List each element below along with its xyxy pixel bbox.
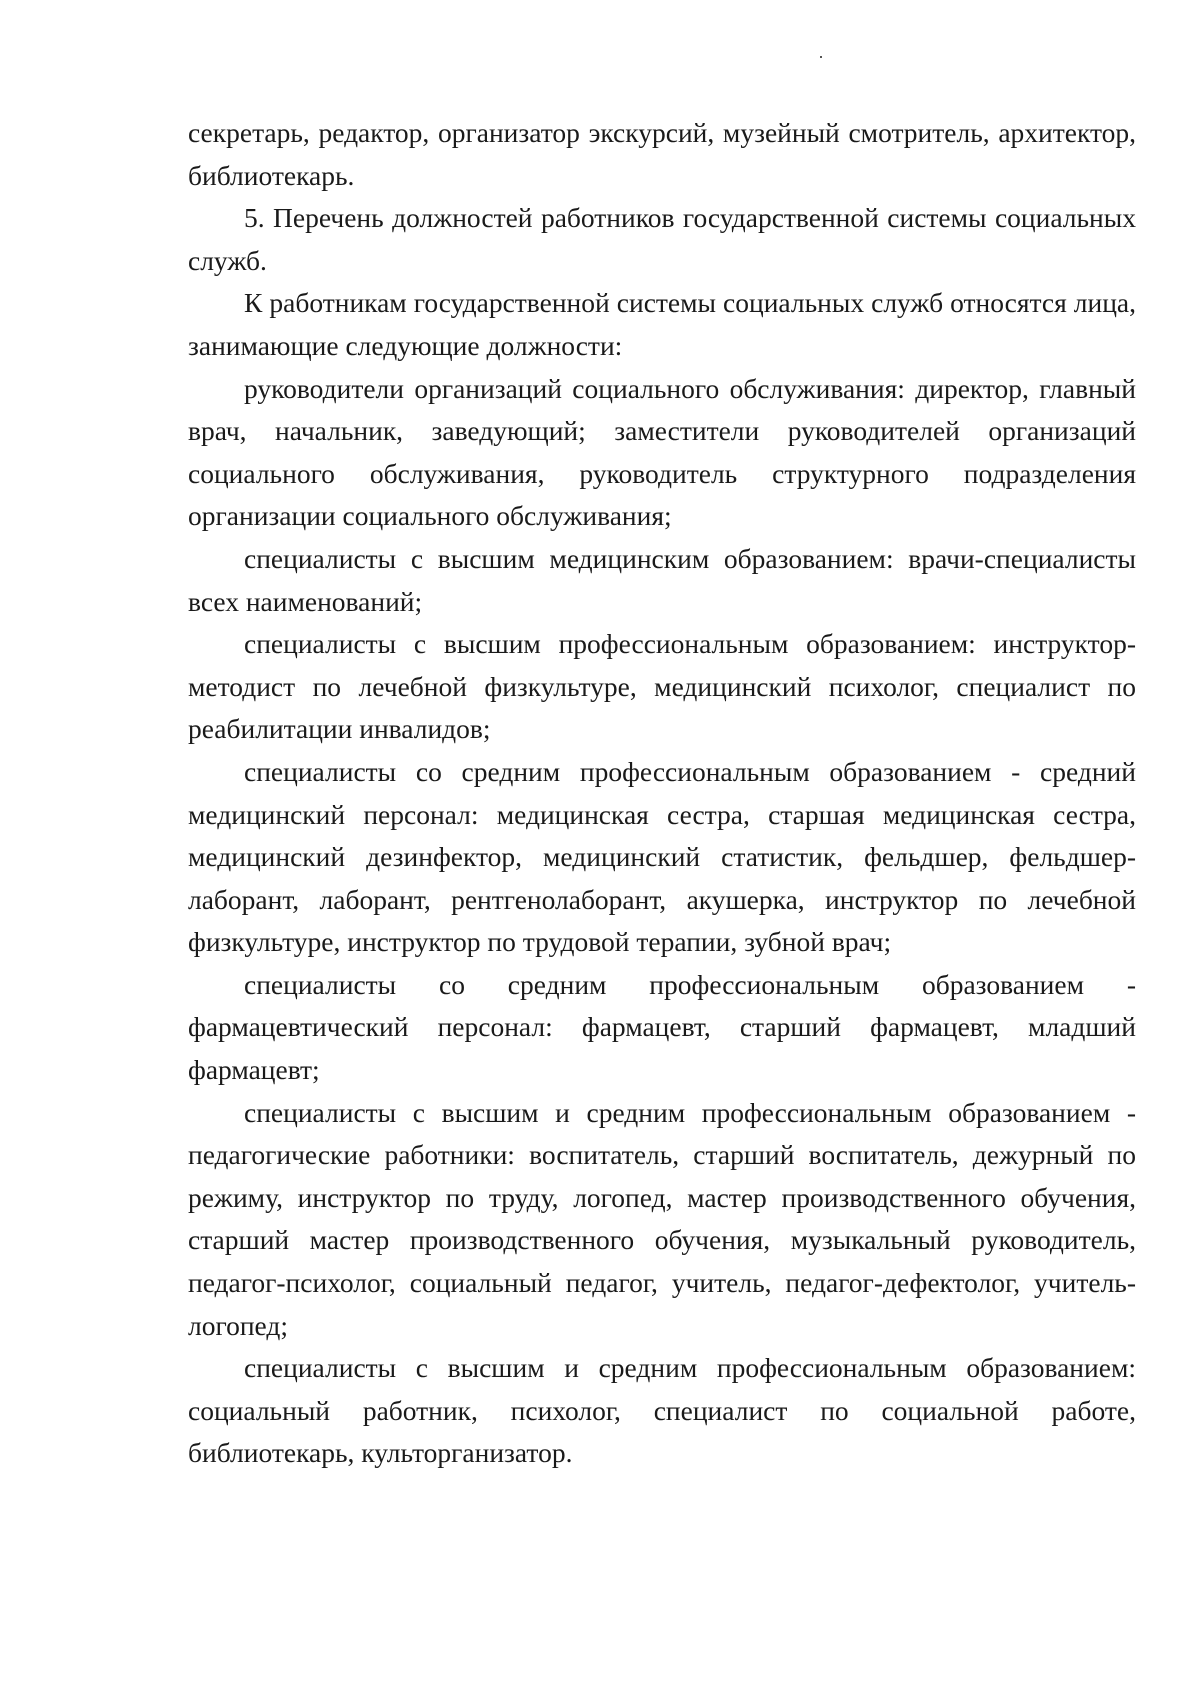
paragraph-continuation: секретарь, редактор, организатор экскурсий, музейный смотритель, архитектор, библиотекарь. [188,117,1136,191]
scan-speck [820,56,822,58]
paragraph-higher-medical: специалисты с высшим медицинским образованием: врачи-специалисты всех наименований; [188,542,1136,617]
paragraph-secondary-medical: специалисты со средним профессиональным образованием - средний медицинский персонал: медицинская сестра, старшая медицинская сестра, медицинский дезинфектор, медицинский статистик, фельдшер, фельдшер-лаборант, лаборант, рентгенолаборант, акушерка, инструктор по лечебной физкультуре, инструктор по трудовой терапии, зубной врач; [188,755,1136,958]
document-body [188,112,1136,1475]
paragraph-secondary-pharmaceutical: специалисты со средним профессиональным образованием - фармацевтический персонал: фармацевт, старший фармацевт, младший фармацевт; [188,968,1136,1086]
paragraph-managers: руководители организаций социального обслуживания: директор, главный врач, начальник, заведующий; заместители руководителей организаций социального обслуживания, руководитель структурного подразделения организации социального обслуживания; [188,372,1136,532]
paragraph-higher-professional: специалисты с высшим профессиональным образованием: инструктор-методист по лечебной физкультуре, медицинский психолог, специалист по реабилитации инвалидов; [188,628,1136,745]
paragraph-section-heading: 5. Перечень должностей работников государственной системы социальных служб. [188,202,1136,276]
paragraph-pedagogical: специалисты с высшим и средним профессиональным образованием - педагогические работники: воспитатель, старший воспитатель, дежурный по режиму, инструктор по труду, логопед, мастер производственного обучения, старший мастер производственного обучения, музыкальный руководитель, педагог-психолог, социальный педагог, учитель, педагог-дефектолог, учитель-логопед; [188,1096,1136,1341]
paragraph-intro: К работникам государственной системы социальных служб относятся лица, занимающие следующие должности: [188,287,1136,361]
paragraph-social-workers: специалисты с высшим и средним профессиональным образованием: социальный работник, психолог, специалист по социальной работе, библиотекарь, культорганизатор. [188,1352,1136,1469]
